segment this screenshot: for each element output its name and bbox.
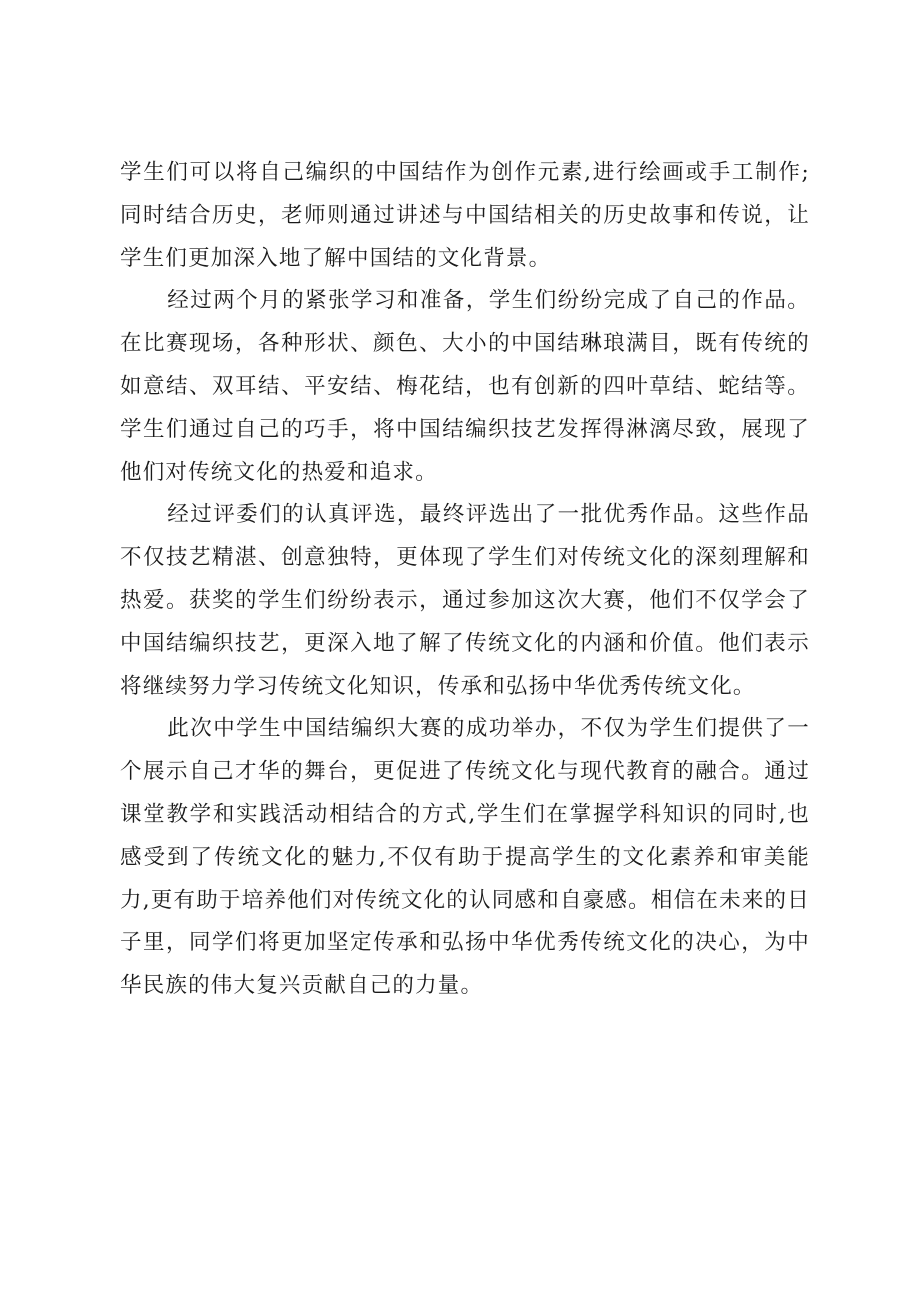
document-body bbox=[120, 152, 810, 1008]
paragraph-preparation: 经过两个月的紧张学习和准备，学生们纷纷完成了自己的作品。在比赛现场，各种形状、颜色、大小的中国结琳琅满目，既有传统的如意结、双耳结、平安结、梅花结，也有创新的四叶草结、蛇结等。学生们通过自己的巧手，将中国结编织技艺发挥得淋漓尽致，展现了他们对传统文化的热爱和追求。 bbox=[120, 288, 810, 485]
paragraph-judging: 经过评委们的认真评选，最终评选出了一批优秀作品。这些作品不仅技艺精湛、创意独特，更体现了学生们对传统文化的深刻理解和热爱。获奖的学生们纷纷表示，通过参加这次大赛，他们不仅学会了中国结编织技艺，更深入地了解了传统文化的内涵和价值。他们表示将继续努力学习传统文化知识，传承和弘扬中华优秀传统文化。 bbox=[120, 502, 810, 699]
paragraph-conclusion: 此次中学生中国结编织大赛的成功举办，不仅为学生们提供了一个展示自己才华的舞台，更促进了传统文化与现代教育的融合。通过课堂教学和实践活动相结合的方式,学生们在掌握学科知识的同时,也感受到了传统文化的魅力,不仅有助于提高学生的文化素养和审美能力,更有助于培养他们对传统文化的认同感和自豪感。相信在未来的日子里，同学们将更加坚定传承和弘扬中华优秀传统文化的决心，为中华民族的伟大复兴贡献自己的力量。 bbox=[120, 716, 810, 999]
paragraph-continued: 学生们可以将自己编织的中国结作为创作元素,进行绘画或手工制作;同时结合历史，老师则通过讲述与中国结相关的历史故事和传说，让学生们更加深入地了解中国结的文化背景。 bbox=[120, 160, 810, 271]
